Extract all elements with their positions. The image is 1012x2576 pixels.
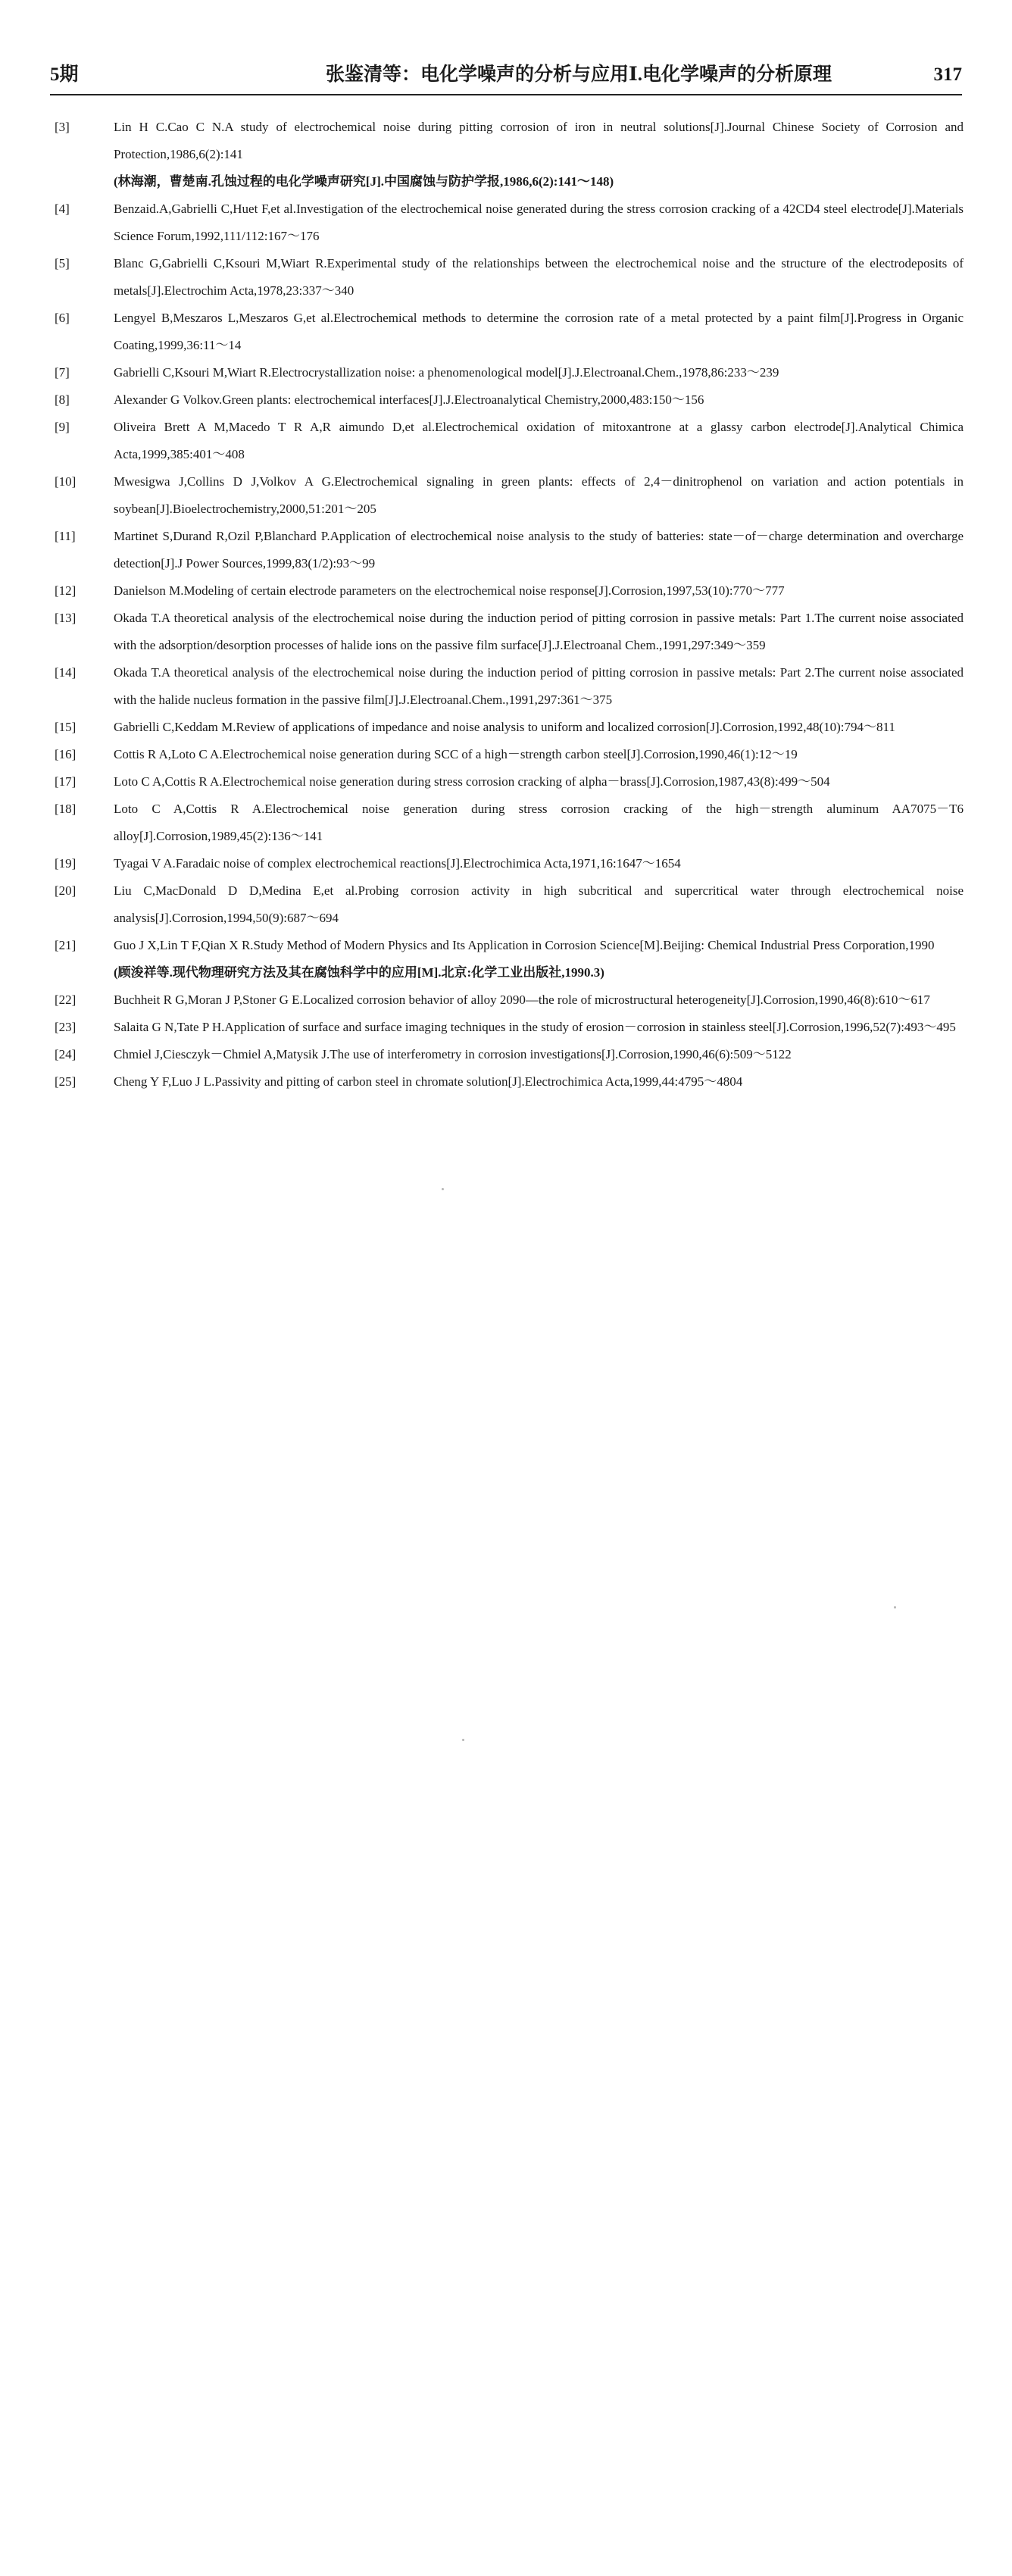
reference-entry [55, 468, 964, 523]
reference-number: [23] [55, 1020, 77, 1034]
article-running-title: 张鉴清等：电化学噪声的分析与应用Ⅰ.电化学噪声的分析原理 [326, 64, 832, 85]
page-number: 317 [933, 64, 962, 85]
reference-number: [12] [55, 583, 77, 598]
reference-text: Okada T.A theoretical analysis of the electrochemical noise during the induction period of pitting corrosion in passive metals: Part 2.The current noise associated with the halide nucleus formation in the passive film[J].J.Electroanal.Chem.,1991,297:361～375 [114, 665, 964, 707]
reference-number: [8] [55, 392, 70, 407]
issue-label: 5期 [50, 64, 79, 85]
reference-entry [55, 114, 964, 195]
reference-text: Tyagai V A.Faradaic noise of complex electrochemical reactions[J].Electrochimica Acta,1971,16:1647～1654 [114, 856, 681, 871]
reference-chinese-text: (顾浚祥等.现代物理研究方法及其在腐蚀科学中的应用[M].北京:化学工业出版社,1990.3) [114, 965, 604, 980]
reference-text: Loto C A,Cottis R A.Electrochemical noise generation during stress corrosion cracking of the high－strength aluminum AA7075－T6 alloy[J].Corrosion,1989,45(2):136～141 [114, 802, 964, 843]
reference-text: Mwesigwa J,Collins D J,Volkov A G.Electrochemical signaling in green plants: effects of 2,4－dinitrophenol on variation and action potentials in soybean[J].Bioelectrochemistry,2000,51:201～205 [114, 474, 964, 516]
reference-entry [55, 932, 964, 986]
reference-entry [55, 714, 964, 741]
reference-text: Cottis R A,Loto C A.Electrochemical noise generation during SCC of a high－strength carbon steel[J].Corrosion,1990,46(1):12～19 [114, 747, 798, 761]
reference-number: [13] [55, 611, 77, 625]
reference-entry [55, 1014, 964, 1041]
running-header [50, 59, 962, 89]
reference-entry [55, 605, 964, 659]
reference-number: [15] [55, 720, 77, 734]
scan-speck [442, 1188, 444, 1190]
reference-text: Cheng Y F,Luo J L.Passivity and pitting of carbon steel in chromate solution[J].Electrochimica Acta,1999,44:4795～4804 [114, 1074, 743, 1089]
reference-entry [55, 359, 964, 386]
reference-text: Salaita G N,Tate P H.Application of surface and surface imaging techniques in the study of erosion－corrosion in stainless steel[J].Corrosion,1996,52(7):493～495 [114, 1020, 956, 1034]
reference-text: Okada T.A theoretical analysis of the electrochemical noise during the induction period of pitting corrosion in passive metals: Part 1.The current noise associated with the adsorption/desorption processes of halide ions on the passive film surface[J].J.Electroanal Chem.,1991,297:349～359 [114, 611, 964, 652]
reference-text: Loto C A,Cottis R A.Electrochemical noise generation during stress corrosion cracking of alpha－brass[J].Corrosion,1987,43(8):499～504 [114, 774, 830, 789]
reference-entry [55, 659, 964, 714]
reference-chinese-text: (林海潮，曹楚南.孔蚀过程的电化学噪声研究[J].中国腐蚀与防护学报,1986,6(2):141～148) [114, 174, 614, 189]
reference-number: [4] [55, 202, 70, 216]
reference-text: Gabrielli C,Ksouri M,Wiart R.Electrocrystallization noise: a phenomenological model[J].J.Electroanal.Chem.,1978,86:233～239 [114, 365, 779, 380]
reference-text: Lengyel B,Meszaros L,Meszaros G,et al.Electrochemical methods to determine the corrosion rate of a metal protected by a paint film[J].Progress in Organic Coating,1999,36:11～14 [114, 311, 964, 352]
reference-text: Lin H C.Cao C N.A study of electrochemical noise during pitting corrosion of iron in neutral solutions[J].Journal Chinese Society of Corrosion and Protection,1986,6(2):141 [114, 120, 964, 161]
reference-entry [55, 305, 964, 359]
reference-number: [7] [55, 365, 70, 380]
reference-entry [55, 768, 964, 796]
reference-text: Benzaid.A,Gabrielli C,Huet F,et al.Investigation of the electrochemical noise generated during the stress corrosion cracking of a 42CD4 steel electrode[J].Materials Science Forum,1992,111/112:167～176 [114, 202, 964, 243]
reference-number: [9] [55, 420, 70, 434]
reference-number: [21] [55, 938, 77, 952]
header-rule [50, 94, 962, 95]
reference-entry [55, 1041, 964, 1068]
reference-entry [55, 1068, 964, 1096]
reference-entry [55, 986, 964, 1014]
scan-speck [894, 1606, 896, 1608]
reference-text: Oliveira Brett A M,Macedo T R A,R aimundo D,et al.Electrochemical oxidation of mitoxantrone at a glassy carbon electrode[J].Analytical Chimica Acta,1999,385:401～408 [114, 420, 964, 461]
reference-entry [55, 523, 964, 577]
reference-text: Chmiel J,Ciesczyk－Chmiel A,Matysik J.The use of interferometry in corrosion investigations[J].Corrosion,1990,46(6):509～5122 [114, 1047, 792, 1061]
reference-list [55, 114, 964, 1096]
reference-entry [55, 796, 964, 850]
reference-number: [17] [55, 774, 77, 789]
reference-number: [10] [55, 474, 77, 489]
reference-entry [55, 250, 964, 305]
reference-number: [3] [55, 120, 70, 134]
reference-number: [16] [55, 747, 77, 761]
reference-number: [25] [55, 1074, 77, 1089]
reference-number: [5] [55, 256, 70, 270]
reference-number: [19] [55, 856, 77, 871]
reference-entry [55, 414, 964, 468]
reference-text: Guo J X,Lin T F,Qian X R.Study Method of Modern Physics and Its Application in Corrosion Science[M].Beijing: Chemical Industrial Press Corporation,1990 [114, 938, 935, 952]
reference-number: [18] [55, 802, 77, 816]
reference-entry [55, 850, 964, 877]
reference-number: [11] [55, 529, 76, 543]
reference-number: [6] [55, 311, 70, 325]
reference-text: Alexander G Volkov.Green plants: electrochemical interfaces[J].J.Electroanalytical Chemistry,2000,483:150～156 [114, 392, 704, 407]
reference-number: [24] [55, 1047, 77, 1061]
reference-number: [22] [55, 993, 77, 1007]
reference-number: [14] [55, 665, 77, 680]
reference-text: Gabrielli C,Keddam M.Review of applications of impedance and noise analysis to uniform and localized corrosion[J].Corrosion,1992,48(10):794～811 [114, 720, 895, 734]
reference-text: Liu C,MacDonald D D,Medina E,et al.Probing corrosion activity in high subcritical and supercritical water through electrochemical noise analysis[J].Corrosion,1994,50(9):687～694 [114, 883, 964, 925]
reference-entry [55, 741, 964, 768]
reference-entry [55, 386, 964, 414]
reference-text: Martinet S,Durand R,Ozil P,Blanchard P.Application of electrochemical noise analysis to the study of batteries: state－of－charge determination and overcharge detection[J].J Power Sources,1999,83(1/2):93～99 [114, 529, 964, 571]
reference-entry [55, 195, 964, 250]
reference-text: Blanc G,Gabrielli C,Ksouri M,Wiart R.Experimental study of the relationships between the electrochemical noise and the structure of the electrodeposits of metals[J].Electrochim Acta,1978,23:337～340 [114, 256, 964, 298]
scan-speck [462, 1739, 464, 1741]
reference-entry [55, 877, 964, 932]
reference-text: Danielson M.Modeling of certain electrode parameters on the electrochemical noise response[J].Corrosion,1997,53(10):770～777 [114, 583, 785, 598]
reference-number: [20] [55, 883, 77, 898]
reference-entry [55, 577, 964, 605]
reference-text: Buchheit R G,Moran J P,Stoner G E.Localized corrosion behavior of alloy 2090—the role of microstructural heterogeneity[J].Corrosion,1990,46(8):610～617 [114, 993, 930, 1007]
